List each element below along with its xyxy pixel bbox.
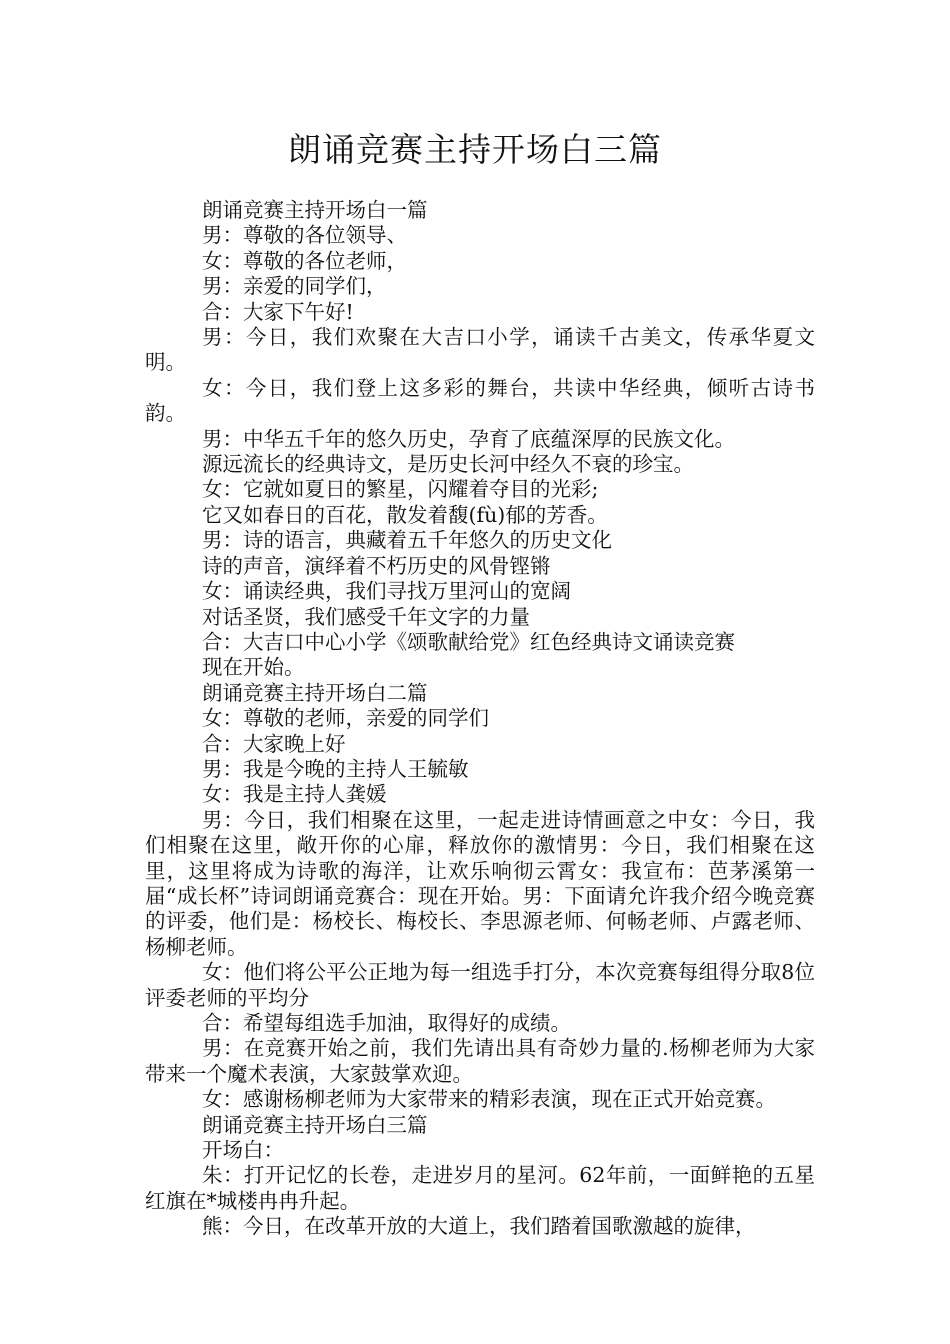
dialogue-line: 合：大家下午好!: [202, 299, 354, 324]
dialogue-line: 男：今日，我们相聚在这里，一起走进诗情画意之中女：今日，我们相聚在这里，敞开你的心扉，释放你的激情男：今日，我们相聚在这里，这里将成为诗歌的海洋，让欢乐响彻云霄女：我宣布：芭茅溪第一届“成长杯”诗词朗诵竞赛合：现在开始。男：下面请允许我介绍今晚竞赛的评委，他们是：杨校长、梅校长、李思源老师、何畅老师、卢露老师、杨柳老师。: [145, 807, 815, 959]
dialogue-line: 男：在竞赛开始之前，我们先请出具有奇妙力量的.杨柳老师为大家带来一个魔术表演，大家鼓掌欢迎。: [145, 1036, 815, 1086]
dialogue-line: 女：今日，我们登上这多彩的舞台，共读中华经典，倾听古诗书韵。: [145, 375, 815, 426]
dialogue-line: 女：尊敬的老师，亲爱的同学们: [202, 706, 489, 731]
dialogue-line: 男：尊敬的各位领导、: [202, 223, 407, 248]
dialogue-line: 女：尊敬的各位老师，: [202, 248, 407, 273]
dialogue-line: 女：他们将公平公正地为每一组选手打分，本次竞赛每组得分取8位评委老师的平均分: [145, 960, 815, 1010]
dialogue-line: 男：诗的语言，典藏着五千年悠久的历史文化: [202, 528, 612, 553]
heading-part-three: 朗诵竞赛主持开场白三篇: [202, 1112, 428, 1137]
document-body: [145, 198, 815, 1240]
dialogue-line: 合：大吉口中心小学《颂歌献给党》红色经典诗文诵读竞赛: [202, 629, 735, 654]
heading-part-two: 朗诵竞赛主持开场白二篇: [202, 680, 428, 705]
dialogue-line: 合：大家晚上好: [202, 731, 346, 756]
heading-part-one: 朗诵竞赛主持开场白一篇: [202, 198, 428, 222]
dialogue-line: 女：它就如夏日的繁星，闪耀着夺目的光彩;: [202, 477, 599, 502]
dialogue-line: 现在开始。: [202, 655, 305, 680]
dialogue-line: 它又如春日的百花，散发着馥(fù)郁的芳香。: [202, 502, 608, 527]
dialogue-line: 男：中华五千年的悠久历史，孕育了底蕴深厚的民族文化。: [202, 426, 735, 451]
document-title: 朗诵竞赛主持开场白三篇: [288, 130, 662, 169]
dialogue-line: 诗的声音，演绎着不朽历史的风骨铿锵: [202, 553, 551, 578]
dialogue-line: 合：希望每组选手加油，取得好的成绩。: [202, 1011, 571, 1035]
dialogue-line: 女：我是主持人龚媛: [202, 782, 387, 807]
dialogue-line: 男：我是今晚的主持人王毓敏: [202, 756, 469, 781]
dialogue-line: 开场白：: [202, 1138, 284, 1163]
dialogue-line: 朱：打开记忆的长卷，走进岁月的星河。62年前，一面鲜艳的五星红旗在*城楼冉冉升起。: [145, 1163, 815, 1213]
dialogue-line: 男：亲爱的同学们，: [202, 274, 387, 299]
dialogue-line: 熊：今日，在改革开放的大道上，我们踏着国歌激越的旋律，: [202, 1214, 756, 1239]
dialogue-line: 女：诵读经典，我们寻找万里河山的宽阔: [202, 579, 571, 604]
dialogue-line: 女：感谢杨柳老师为大家带来的精彩表演，现在正式开始竞赛。: [202, 1087, 776, 1112]
dialogue-line: 男：今日，我们欢聚在大吉口小学，诵读千古美文，传承华夏文明。: [145, 325, 815, 375]
dialogue-line: 对话圣贤，我们感受千年文字的力量: [202, 604, 530, 629]
dialogue-line: 源远流长的经典诗文，是历史长河中经久不衰的珍宝。: [202, 452, 694, 477]
